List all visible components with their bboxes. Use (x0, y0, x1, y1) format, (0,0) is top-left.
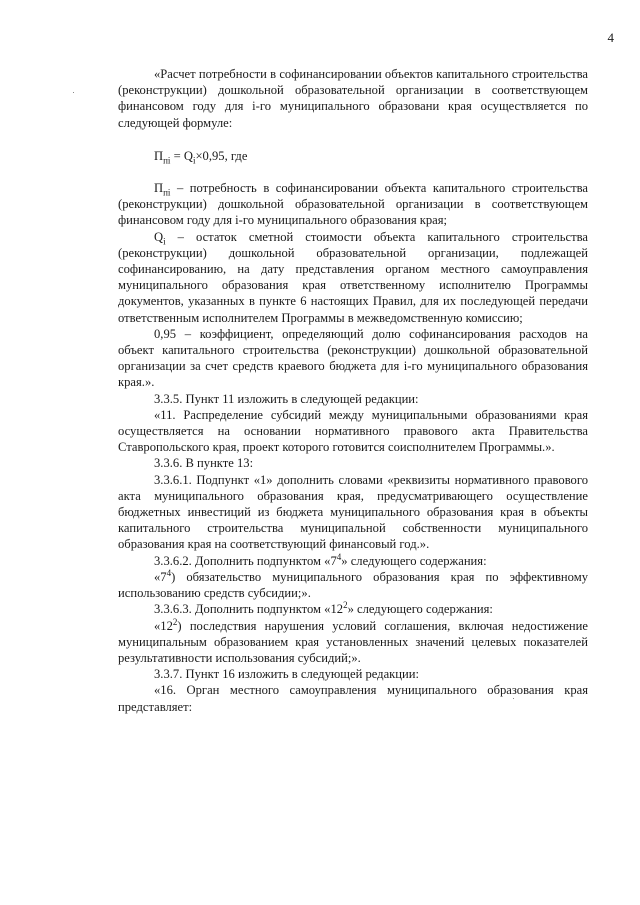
page-number: 4 (607, 30, 614, 45)
definition-q-subscript: i (163, 236, 166, 247)
scan-speck (73, 92, 74, 93)
formula-subscript-q: i (192, 155, 196, 166)
formula (118, 148, 588, 164)
paragraph-3-3-6-1: 3.3.6.1. Подпункт «1» дополнить словами «реквизиты нормативного правового акта муниципального образования края, предусматривающего осуществление бюджетных инвестиций из бюджета муниципального образования края в объекты капитального строительства муниципальной собственности муниципального образования края на соответствующий финансовый год.». (118, 472, 588, 552)
definition-q-symbol: Q (154, 229, 164, 244)
text-before: 3.3.6.2. Дополнить подпунктом «7 (154, 553, 337, 568)
formula-rest: ×0,95, где (195, 148, 248, 163)
superscript: 2 (343, 600, 348, 611)
text-before: «7 (154, 569, 167, 584)
paragraph-3-3-5: 3.3.5. Пункт 11 изложить в следующей редакции: (154, 391, 419, 406)
superscript: 2 (172, 616, 178, 627)
text-after: » следующего содержания: (347, 602, 493, 617)
paragraph-calculation-intro: «Расчет потребности в софинансировании объектов капитального строительства (реконструкции) дошкольной образовательной организации в соответствующем финансовом году для i-го муниципального образовани края осуществляется по следующей формуле: (118, 67, 588, 130)
paragraph-item-11: «11. Распределение субсидий между муниципальными образованиями края осуществляется на основании нормативного правового акта Правительства Ставропольского края, проект которого готовится соисполнителем Программы.». (118, 407, 588, 455)
scan-speck (513, 698, 514, 699)
paragraph-item-12-2 (118, 618, 588, 667)
definition-p-subscript: пі (163, 187, 171, 198)
text-after: ) последствия нарушения условий соглашения, включая недостижение муниципальным образованием края установленных значений целевых показателей результативности использования субсидий;». (118, 618, 588, 665)
text-before: «12 (154, 618, 173, 633)
definition-p-symbol: П (154, 181, 164, 196)
definition-p-text: – потребность в софинансировании объекта капитального строительства (реконструкции) дошкольной образовательной организации в соответствующем финансовом году для i-го муниципального образования края; (118, 181, 588, 228)
paragraph-3-3-6: 3.3.6. В пункте 13: (154, 456, 254, 471)
text-before: 3.3.6.3. Дополнить подпунктом «12 (154, 602, 344, 617)
formula-symbol-p: П (154, 148, 164, 163)
paragraph-3-3-6-2 (118, 553, 588, 569)
formula-equals-q: = Q (170, 148, 193, 163)
definition-p (118, 180, 588, 229)
definition-q (118, 229, 588, 326)
paragraph-item-7-4 (118, 569, 588, 601)
paragraph-3-3-6-3 (118, 601, 588, 617)
superscript: 4 (166, 567, 172, 578)
paragraph-3-3-7: 3.3.7. Пункт 16 изложить в следующей редакции: (154, 667, 420, 682)
text-after: ) обязательство муниципального образования края по эффективному использованию средств субсидии;». (118, 569, 588, 601)
definition-q-text: – остаток сметной стоимости объекта капитального строительства (реконструкции) дошкольной образовательной организации, подлежащей софинансированию, на дату представления органом местного самоуправления муниципального образования края ответственному исполнителю Программы документов, указанных в пункте 6 настоящих Правил, для их последующей передачи ответственным исполнителем Программы в межведомственную комиссию; (118, 229, 588, 325)
document-body (118, 66, 588, 715)
formula-subscript-p: пі (163, 155, 171, 166)
superscript: 4 (336, 551, 342, 562)
paragraph-item-16: «16. Орган местного самоуправления муниципального образования края представляет: (118, 683, 588, 714)
definition-coefficient: 0,95 – коэффициент, определяющий долю софинансирования расходов на объект капитального строительства (реконструкции) дошкольной образовательной организации за счет средств краевого бюджета для i-го муниципального образования края.». (118, 326, 588, 390)
text-after: » следующего содержания: (341, 553, 487, 568)
